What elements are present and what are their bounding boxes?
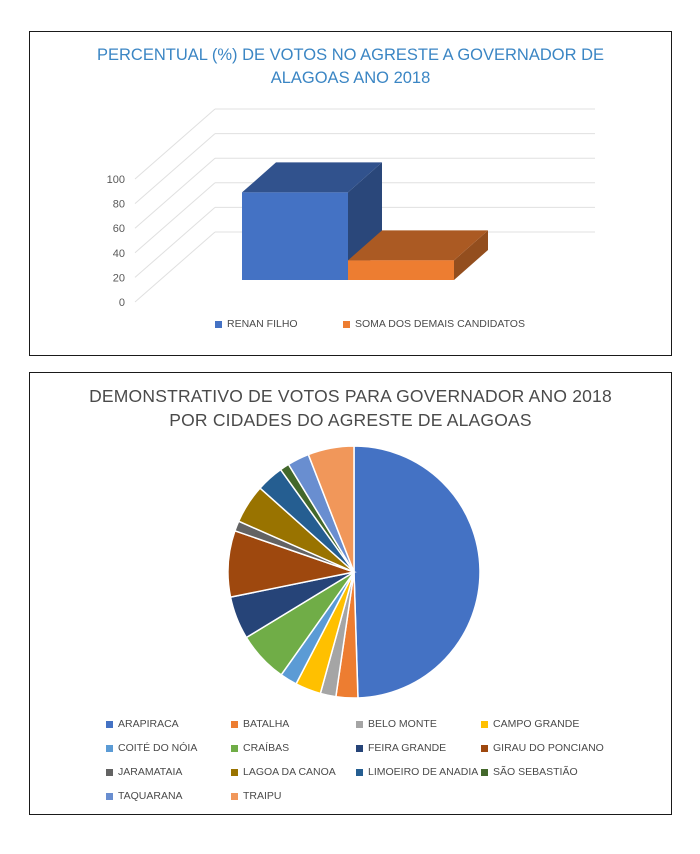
legend-item: [481, 766, 578, 778]
legend-label: TAQUARANA: [118, 790, 183, 802]
bar-front: [348, 260, 454, 280]
y-tick-label: 100: [106, 174, 125, 186]
legend-swatch: [106, 745, 113, 752]
y-tick-label: 40: [112, 247, 125, 260]
legend-label: BELO MONTE: [368, 718, 437, 730]
legend-item: [231, 766, 336, 778]
legend-swatch: [343, 321, 350, 328]
legend-item: [106, 718, 179, 730]
legend-swatch: [231, 769, 238, 776]
legend-item: [231, 790, 282, 802]
legend-label: TRAIPU: [243, 790, 282, 802]
pie-chart-panel: [29, 372, 672, 815]
y-tick-label: 20: [112, 272, 125, 285]
legend-label: SÃO SEBASTIÃO: [493, 766, 578, 778]
legend-swatch: [481, 721, 488, 728]
bar-front: [242, 192, 348, 280]
legend-label: SOMA DOS DEMAIS CANDIDATOS: [355, 318, 525, 330]
legend-label: RENAN FILHO: [227, 318, 298, 330]
legend-label: CAMPO GRANDE: [493, 718, 580, 730]
legend-label: BATALHA: [243, 718, 290, 730]
legend-item: [481, 742, 604, 754]
legend-item: [231, 742, 289, 754]
legend-item: [356, 742, 446, 754]
legend-item-demais-candidatos: [343, 318, 525, 330]
legend-swatch: [106, 769, 113, 776]
legend-label: CRAÍBAS: [243, 742, 290, 754]
y-tick-label: 0: [118, 297, 125, 309]
legend-label: COITÉ DO NÓIA: [118, 742, 198, 754]
legend-item: [356, 766, 478, 778]
y-tick-label: 80: [112, 198, 125, 211]
legend-swatch: [231, 793, 238, 800]
legend-label: GIRAU DO PONCIANO: [493, 742, 604, 754]
bar-chart-plot: [30, 32, 671, 355]
legend-label: LIMOEIRO DE ANADIA: [368, 766, 479, 778]
bar-chart-title: PERCENTUAL (%) DE VOTOS NO AGRESTE A GOVERNADOR DE ALAGOAS ANO 2018: [96, 46, 605, 87]
legend-swatch: [481, 745, 488, 752]
legend-swatch: [356, 769, 363, 776]
legend-item-renan-filho: [215, 318, 298, 330]
pie-slice: [354, 446, 480, 698]
legend-item: [106, 790, 183, 802]
legend-swatch: [215, 321, 222, 328]
legend-swatch: [106, 721, 113, 728]
pie-chart-title: DEMONSTRATIVO DE VOTOS PARA GOVERNADOR ANO 2018 POR CIDADES DO AGRESTE DE ALAGOAS: [89, 386, 612, 430]
legend-label: FEIRA GRANDE: [368, 742, 447, 754]
legend-swatch: [106, 793, 113, 800]
legend-swatch: [356, 721, 363, 728]
legend-label: ARAPIRACA: [118, 718, 179, 730]
legend-label: JARAMATAIA: [118, 766, 183, 778]
legend-item: [106, 766, 182, 778]
y-tick-label: 60: [112, 223, 125, 236]
bar-chart-panel: [29, 31, 672, 356]
legend-item: [231, 718, 289, 730]
legend-swatch: [356, 745, 363, 752]
legend-item: [356, 718, 437, 730]
legend-swatch: [481, 769, 488, 776]
legend-swatch: [231, 721, 238, 728]
legend-label: LAGOA DA CANOA: [243, 766, 336, 778]
legend-item: [106, 742, 197, 754]
legend-item: [481, 718, 579, 730]
legend-swatch: [231, 745, 238, 752]
